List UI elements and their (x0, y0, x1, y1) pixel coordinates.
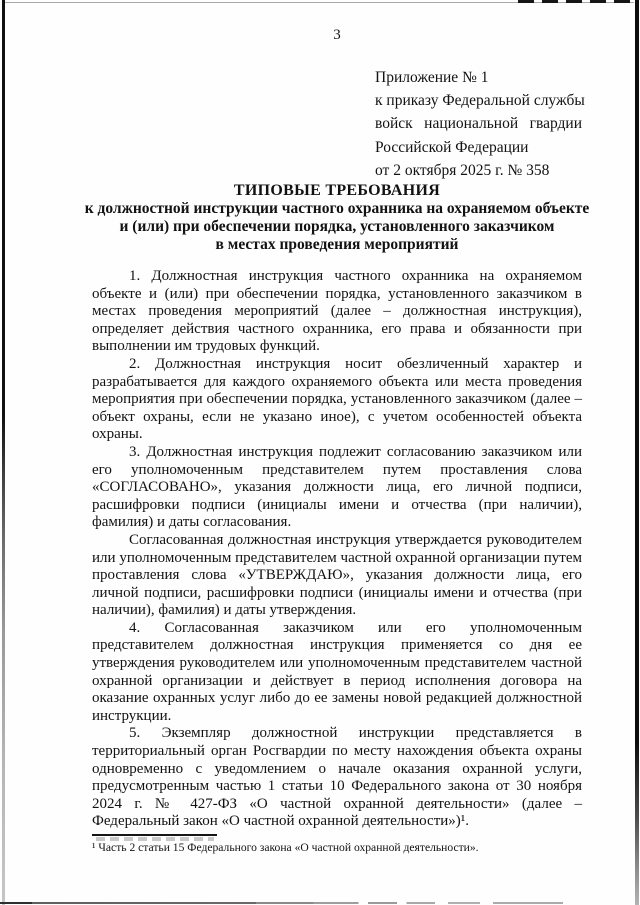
paragraph-4: 4. Согласованная заказчиком или его уполномоченным представителем должностная инструкция применяется со дня ее утверждения руководителем или уполномоченным представителем частной охранной организации и действует в период исполнения договора на оказание охранных услуг либо до ее замены новой редакцией должностной инструкции. (92, 619, 582, 724)
appendix-line: к приказу Федеральной службы (375, 92, 585, 110)
appendix-line: Приложение № 1 (375, 69, 489, 86)
title-block (80, 181, 594, 255)
document-subtitle-line: в местах проведения мероприятий (215, 236, 459, 254)
scan-edge-left-line (2, 0, 5, 905)
paragraph-1: 1. Должностная инструкция частного охранника на охраняемом объекте и (или) при обеспечении порядка, установленного заказчиком в местах проведения мероприятий (далее – должностная инструкция), определяет действия частного охранника, его права и обязанности при выполнении им трудовых функций. (92, 268, 582, 355)
scan-edge-bottom-line (0, 902, 640, 904)
footnote-separator (92, 834, 217, 836)
appendix-block (375, 66, 585, 182)
document-subtitle-line: к должностной инструкции частного охранника на охраняемом объекте (84, 200, 590, 217)
paragraph-2: 2. Должностная инструкция носит обезличенный характер и разрабатывается для каждого охраняемого объекта или места проведения мероприятия при обеспечении порядка, установленного заказчиком (далее – объект охраны, если не указано иное), с учетом особенностей объекта охраны. (92, 355, 582, 443)
document-subtitle-line: и (или) при обеспечении порядка, установленного заказчиком (119, 218, 555, 236)
footnote-text: ¹ Часть 2 статьи 15 Федерального закона «О частной охранной деятельности». (92, 841, 479, 854)
paragraph-3: 3. Должностная инструкция подлежит согласованию заказчиком или его уполномоченным представителем путем проставления слова «СОГЛАСОВАНО», указания должности лица, его личной подписи, расшифровки подписи (инициалы имени и отчества (при наличии), фамилия) и даты согласования. (92, 443, 582, 531)
appendix-line: от 2 октября 2025 г. № 358 (375, 161, 550, 179)
appendix-line: войск национальной гвардии (375, 115, 582, 133)
paragraph-5: 5. Экземпляр должностной инструкции представляется в территориальный орган Росгвардии по месту нахождения объекта охраны одновременно с уведомлением о начале оказания охранной услуги, предусмотренным частью 1 статьи 10 Федерального закона от 30 ноября 2024 г. № 427-ФЗ «О частной охранной деятельности» (далее – Федеральный закон «О частной охранной деятельности»)¹. (92, 725, 582, 830)
paragraph-3-continuation: Согласованная должностная инструкция утверждается руководителем или уполномоченным представителем частной охранной организации путем проставления слова «УТВЕРЖДАЮ», указания должности лица, его личной подписи, расшифровки подписи (инициалы имени и отчества (при наличии), фамилия) и даты утверждения. (92, 531, 582, 619)
appendix-line: Российской Федерации (375, 138, 529, 156)
page-number: 3 (333, 27, 341, 43)
document-title: ТИПОВЫЕ ТРЕБОВАНИЯ (233, 182, 441, 199)
scan-edge-right-line (635, 0, 639, 905)
scan-edge-top-right-marks (518, 0, 636, 3)
document-body (92, 268, 582, 831)
